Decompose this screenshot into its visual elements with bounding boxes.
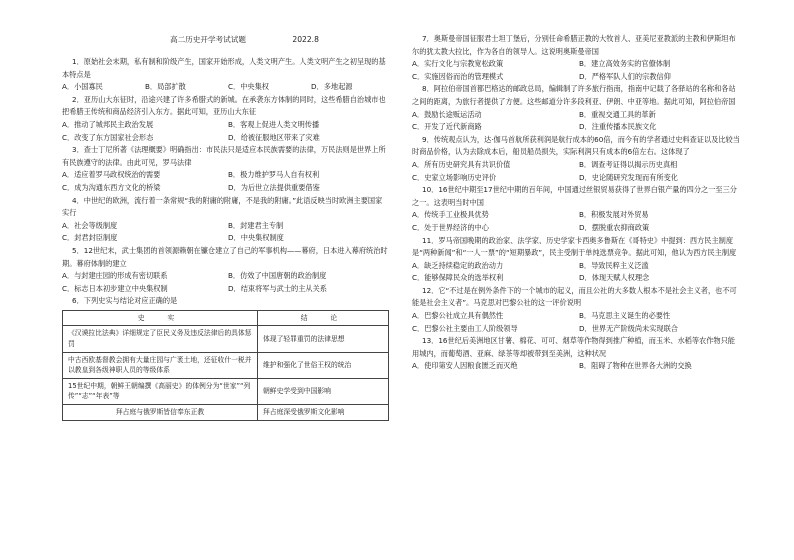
option-c: C．史家立场影响历史评价 bbox=[412, 172, 497, 182]
option-b: B．积极发展对外贸易 bbox=[579, 210, 649, 220]
exam-header bbox=[170, 34, 363, 45]
table-cell: 拜占庭深受俄罗斯文化影响 bbox=[258, 405, 389, 421]
option-d: D．体现天赋人权理念 bbox=[579, 273, 650, 283]
table-cell: 体现了轻罪重罚的法律思想 bbox=[258, 326, 389, 352]
option-c: C．巴黎公社主要由工人阶级领导 bbox=[412, 323, 518, 333]
question-11 bbox=[412, 235, 740, 285]
option-d: D．严格军队人们的宗教信仰 bbox=[579, 71, 671, 81]
question-stem: 11．罗马帝国晚期的政治家、法学家、历史学家卡西奥多鲁斯在《哥特史》中提到：西方民主制度是“两种新闻”和“一人一票”的“短期暴政”，民主受制于单纯选票竞争。据此可知，他认为西方民主制度 bbox=[412, 235, 737, 258]
question-8 bbox=[412, 83, 740, 133]
option-c: C．实施因俗而治的管理模式 bbox=[412, 71, 504, 81]
question-1 bbox=[62, 56, 388, 94]
option-a: A．鼓励长途贩运活动 bbox=[412, 109, 482, 119]
option-a: A．传统手工业极具优势 bbox=[412, 210, 489, 220]
option-b: B．导致民粹主义泛滥 bbox=[579, 260, 649, 270]
question-13 bbox=[412, 335, 740, 373]
option-b: B．阻碍了物种在世界各大洲的交换 bbox=[579, 361, 692, 371]
question-6 bbox=[62, 295, 388, 420]
option-a: A．实行文化与宗教宽松政策 bbox=[412, 59, 504, 69]
table-row bbox=[63, 405, 389, 421]
facts-table bbox=[62, 310, 389, 421]
question-stem: 7．奥斯曼帝国征服君士坦丁堡后，分别任命希腊正教的大牧首人、亚美尼亚教派的主教和伊斯坦布尔的犹太教大拉比，作为各自的领导人。这说明奥斯曼帝国 bbox=[412, 34, 736, 56]
option-b: B．封建君主专制 bbox=[228, 220, 284, 230]
question-stem: 12．它“不过是在例外条件下的一个城市的起义，而且公社的大多数人根本不是社会主义者，也不可能是社会主义者”。马克思对巴黎公社的这一评价说明 bbox=[412, 285, 737, 308]
right-column bbox=[412, 33, 740, 373]
question-stem: 2．亚历山大东征时，沿途兴建了许多希腊式的新城。在承袭东方体制的同时，这些希腊自治城市也把希腊王传统和商品经济引入东方。据此可知，亚历山大东征 bbox=[62, 94, 386, 117]
question-stem: 1．原始社会末期，私有制和阶级产生，国家开始形成，人类文明产生。人类文明产生之初呈现的基本特点是 bbox=[62, 57, 386, 79]
table-row bbox=[63, 378, 389, 404]
question-stem: 5．12世纪末，武士集团的首领源赖朝在镰仓建立了自己的军事机构——幕府，日本进入幕府统治时期。幕府体制的建立 bbox=[62, 245, 388, 268]
table-cell: 维护和强化了世俗王权的统治 bbox=[258, 352, 389, 378]
table-header-fact: 史 实 bbox=[63, 310, 258, 326]
option-c: C．标志日本初步建立中央集权制 bbox=[62, 283, 168, 293]
option-a: A．巴黎公社成立具有偶然性 bbox=[412, 311, 504, 321]
option-c: C．开发了近代新商路 bbox=[412, 122, 482, 132]
question-9 bbox=[412, 134, 740, 184]
option-b: B．极力维护罗马人自有权利 bbox=[228, 170, 320, 180]
question-10 bbox=[412, 184, 740, 234]
option-b: B．重视交通工具的革新 bbox=[579, 109, 656, 119]
option-b: B．局部扩散 bbox=[145, 82, 186, 92]
option-d: D．史论随研究发现而有所变化 bbox=[579, 172, 678, 182]
question-stem: 13．16世纪后美洲地区甘薯、棉花、可可、烟草等作物得到推广种植，而玉米、水稻等农作物只能用城内，而葡萄酒、亚麻、绿茶等却被带到至美洲，这种状况 bbox=[412, 336, 735, 358]
option-d: D．多地起源 bbox=[311, 82, 353, 92]
table-cell: 朝鲜史学受到中国影响 bbox=[258, 378, 389, 404]
left-column bbox=[62, 56, 388, 421]
option-d: D．为后世立法提供重要借鉴 bbox=[228, 182, 320, 192]
question-3 bbox=[62, 144, 388, 194]
exam-date: 2022.8 bbox=[292, 35, 319, 44]
table-row bbox=[63, 352, 389, 378]
option-a: A．适应着罗马政权统治的需要 bbox=[62, 170, 161, 180]
option-c: C．处于世界经济的中心 bbox=[412, 222, 489, 232]
question-2 bbox=[62, 94, 388, 144]
question-stem: 10．16世纪中期至17世纪中期的百年间，中国通过丝银贸易获得了世界白银产量的四分之一至三分之一。这表明当时中国 bbox=[412, 185, 737, 207]
option-a: A．所有历史研究具有共识价值 bbox=[412, 159, 511, 169]
option-b: B．调查考证得以揭示历史真相 bbox=[579, 159, 678, 169]
question-5 bbox=[62, 245, 388, 295]
option-d: D．世界无产阶级尚未实现联合 bbox=[579, 323, 678, 333]
table-cell: 中古西欧基督教会拥有大量庄园与广袤土地，还征收什一税并以教皇到各级神职人员的等级体系 bbox=[63, 352, 258, 378]
exam-title: 高二历史开学考试试题 bbox=[170, 35, 246, 44]
option-c: C．中央集权 bbox=[228, 82, 269, 92]
option-b: B．建立高效务实的官僚体制 bbox=[579, 59, 671, 69]
option-d: D．中央集权制度 bbox=[228, 233, 284, 243]
option-d: D．注重传播本民族文化 bbox=[579, 122, 657, 132]
option-b: B．仿效了中国唐朝的政治制度 bbox=[228, 271, 327, 281]
option-b: B．马克思主义诞生的必要性 bbox=[579, 311, 671, 321]
option-c: C．封君封臣制度 bbox=[62, 233, 118, 243]
option-b: B．客观上促进人类文明传播 bbox=[228, 119, 320, 129]
question-4 bbox=[62, 195, 388, 245]
option-c: C．改变了东方国家社会形态 bbox=[62, 132, 154, 142]
option-a: A．使印第安人因粮食匮乏而灭绝 bbox=[412, 361, 518, 371]
option-a: A．社会等级制度 bbox=[62, 220, 118, 230]
question-stem: 3．查士丁尼所著《法理概要》明确指出：市民法只是适应本民族需要的法律，万民法则是世界上所有民族遵守的法律。由此可见，罗马法律 bbox=[62, 145, 386, 167]
question-stem: 8．阿拉伯帝国首都巴格达的邮政总局，编辑制了许多旅行指南，指南中记载了各驿站的名称和各站之间的距离，为旅行者提供了方便。这些邮道分许多段利亚、伊朗、中亚等地。据此可知，阿拉伯帝国 bbox=[412, 84, 736, 106]
table-row bbox=[63, 326, 389, 352]
question-stem: 6．下列史实与结论对应正确的是 bbox=[72, 296, 178, 306]
question-stem: 9．传统观点认为，达·伽马首航所获利润是航行成本的60倍，而今有的学者通过史料查证以及比较当时商品价格，认为去除成本后，船员船员损失，实际利润只有成本的6倍左右。这体现了 bbox=[412, 134, 740, 157]
option-c: C．成为沟通东西方文化的桥梁 bbox=[62, 182, 161, 192]
option-a: A．小国寡民 bbox=[62, 82, 103, 92]
table-cell: 拜占庭与俄罗斯皆信奉东正教 bbox=[63, 405, 258, 421]
table-cell: 15世纪中期，朝鲜王朝编撰《高丽史》的体例分为“世家”“列传”“志”“年表”等 bbox=[63, 378, 258, 404]
question-12 bbox=[412, 285, 740, 335]
option-a: A．与封建庄园的形成有密切联系 bbox=[62, 271, 168, 281]
option-d: D．摆脱重农抑商政策 bbox=[579, 222, 650, 232]
question-7 bbox=[412, 33, 740, 83]
table-cell: 《汉谟拉比法典》详细规定了臣民义务及违反法律后的具体惩罚 bbox=[63, 326, 258, 352]
option-d: D．给被征服地区带来了灾难 bbox=[228, 132, 320, 142]
option-c: C．能够保障民众的选举权利 bbox=[412, 273, 504, 283]
table-header-conclusion: 结 论 bbox=[258, 310, 389, 326]
question-stem: 4．中世纪的欧洲，流行着一条常规“我的附庸的附庸，不是我的附庸。”此语反映当时欧洲主要国家实行 bbox=[62, 195, 383, 218]
option-a: A．缺乏持续稳定的政治动力 bbox=[412, 260, 504, 270]
option-a: A．推动了城邦民主政治发展 bbox=[62, 119, 154, 129]
option-d: D．结束将军与武士的主从关系 bbox=[228, 283, 327, 293]
